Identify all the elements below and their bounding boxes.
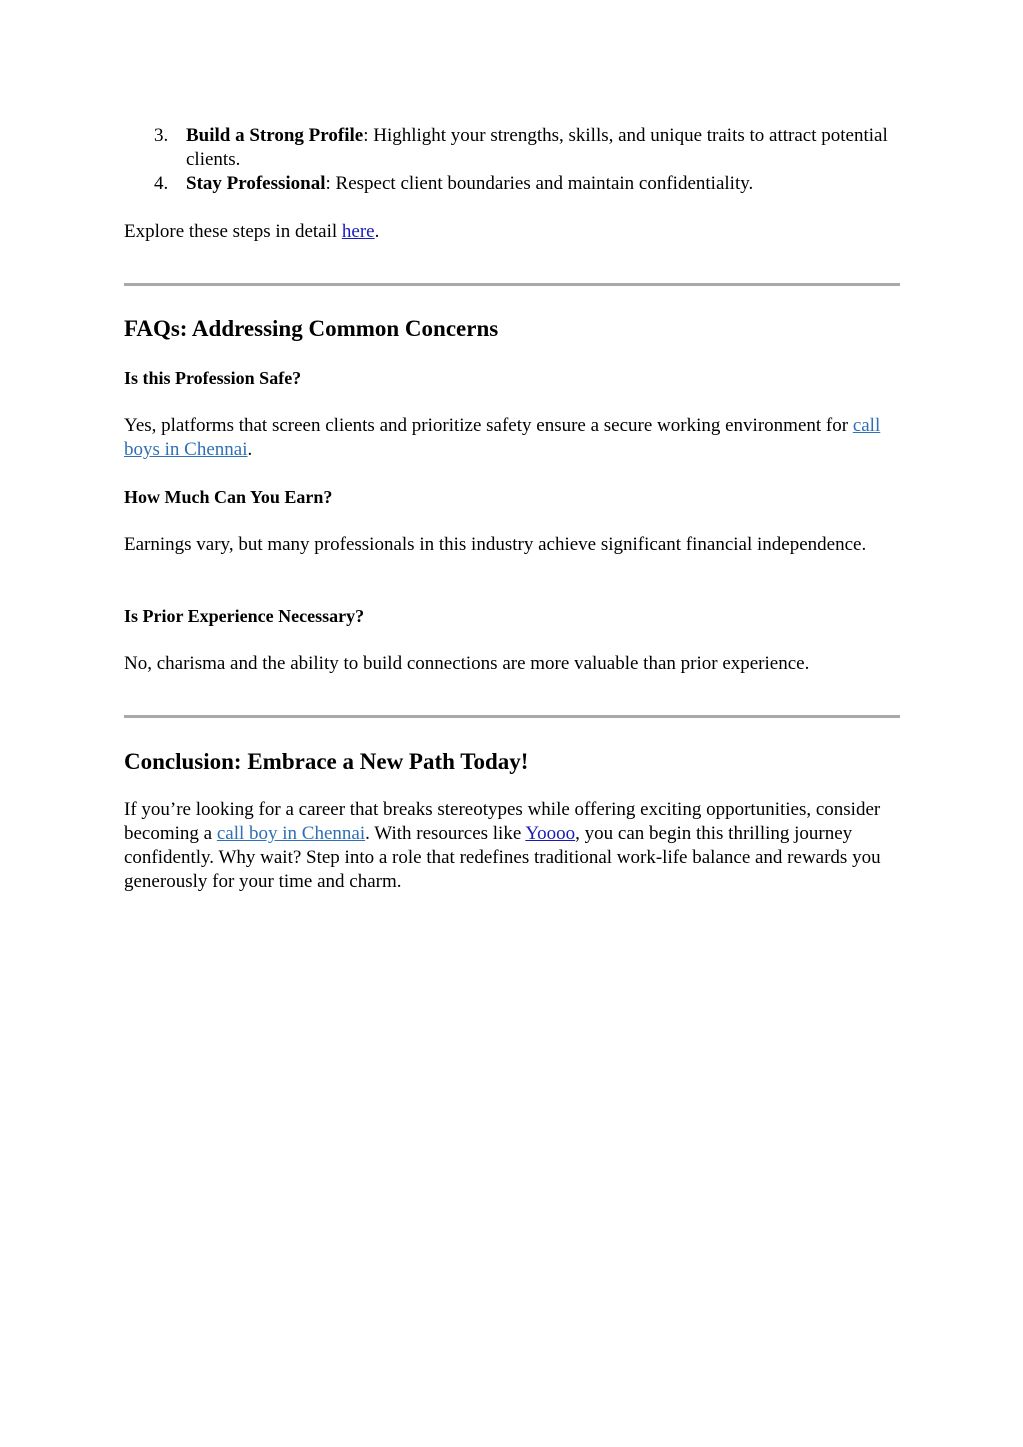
list-item-number: 3. xyxy=(154,125,169,146)
here-link[interactable]: here xyxy=(341,221,375,242)
faq-answer-period: . xyxy=(247,439,253,460)
conclusion-heading: Conclusion: Embrace a New Path Today! xyxy=(124,749,529,774)
explore-text: Explore these steps in detail xyxy=(124,221,342,242)
list-item-text: : Highlight your strengths, skills, and unique traits to attract potential clients. xyxy=(186,125,888,170)
conclusion-paragraph xyxy=(124,798,900,894)
list-item-text: : Respect client boundaries and maintain confidentiality. xyxy=(325,173,754,194)
faq-answer-text: Yes, platforms that screen clients and prioritize safety ensure a secure working environment for xyxy=(124,415,853,436)
faq-answer: No, charisma and the ability to build connections are more valuable than prior experience. xyxy=(124,653,810,674)
list-item xyxy=(124,124,900,172)
faq-heading: FAQs: Addressing Common Concerns xyxy=(124,316,499,341)
call-boys-chennai-link[interactable]: call boys in Chennai xyxy=(124,415,881,460)
conclusion-text: , you can begin this thrilling journey confidently. Why wait? Step into a role that redefines traditional work-life balance and rewards you generously for your time and charm. xyxy=(124,823,881,892)
faq-answer: Earnings vary, but many professionals in this industry achieve significant financial independence. xyxy=(124,534,867,555)
call-boy-chennai-link[interactable]: call boy in Chennai xyxy=(216,823,366,844)
explore-paragraph xyxy=(124,220,900,244)
explore-period: . xyxy=(374,221,380,242)
faq-question: How Much Can You Earn? xyxy=(124,487,333,507)
section-divider xyxy=(124,715,900,718)
list-item-number: 4. xyxy=(154,173,169,194)
list-item-title: Stay Professional xyxy=(186,173,326,194)
conclusion-text: If you’re looking for a career that breaks stereotypes while offering exciting opportunities, consider becoming a xyxy=(124,799,881,844)
section-divider xyxy=(124,283,900,286)
steps-list xyxy=(124,124,900,196)
conclusion-text: . With resources like xyxy=(365,823,526,844)
list-item xyxy=(124,172,900,196)
faq-question: Is this Profession Safe? xyxy=(124,368,302,388)
list-item-title: Build a Strong Profile xyxy=(186,125,364,146)
faq-answer xyxy=(124,414,900,462)
faq-question: Is Prior Experience Necessary? xyxy=(124,606,365,626)
yoooo-link[interactable]: Yoooo xyxy=(525,823,576,844)
